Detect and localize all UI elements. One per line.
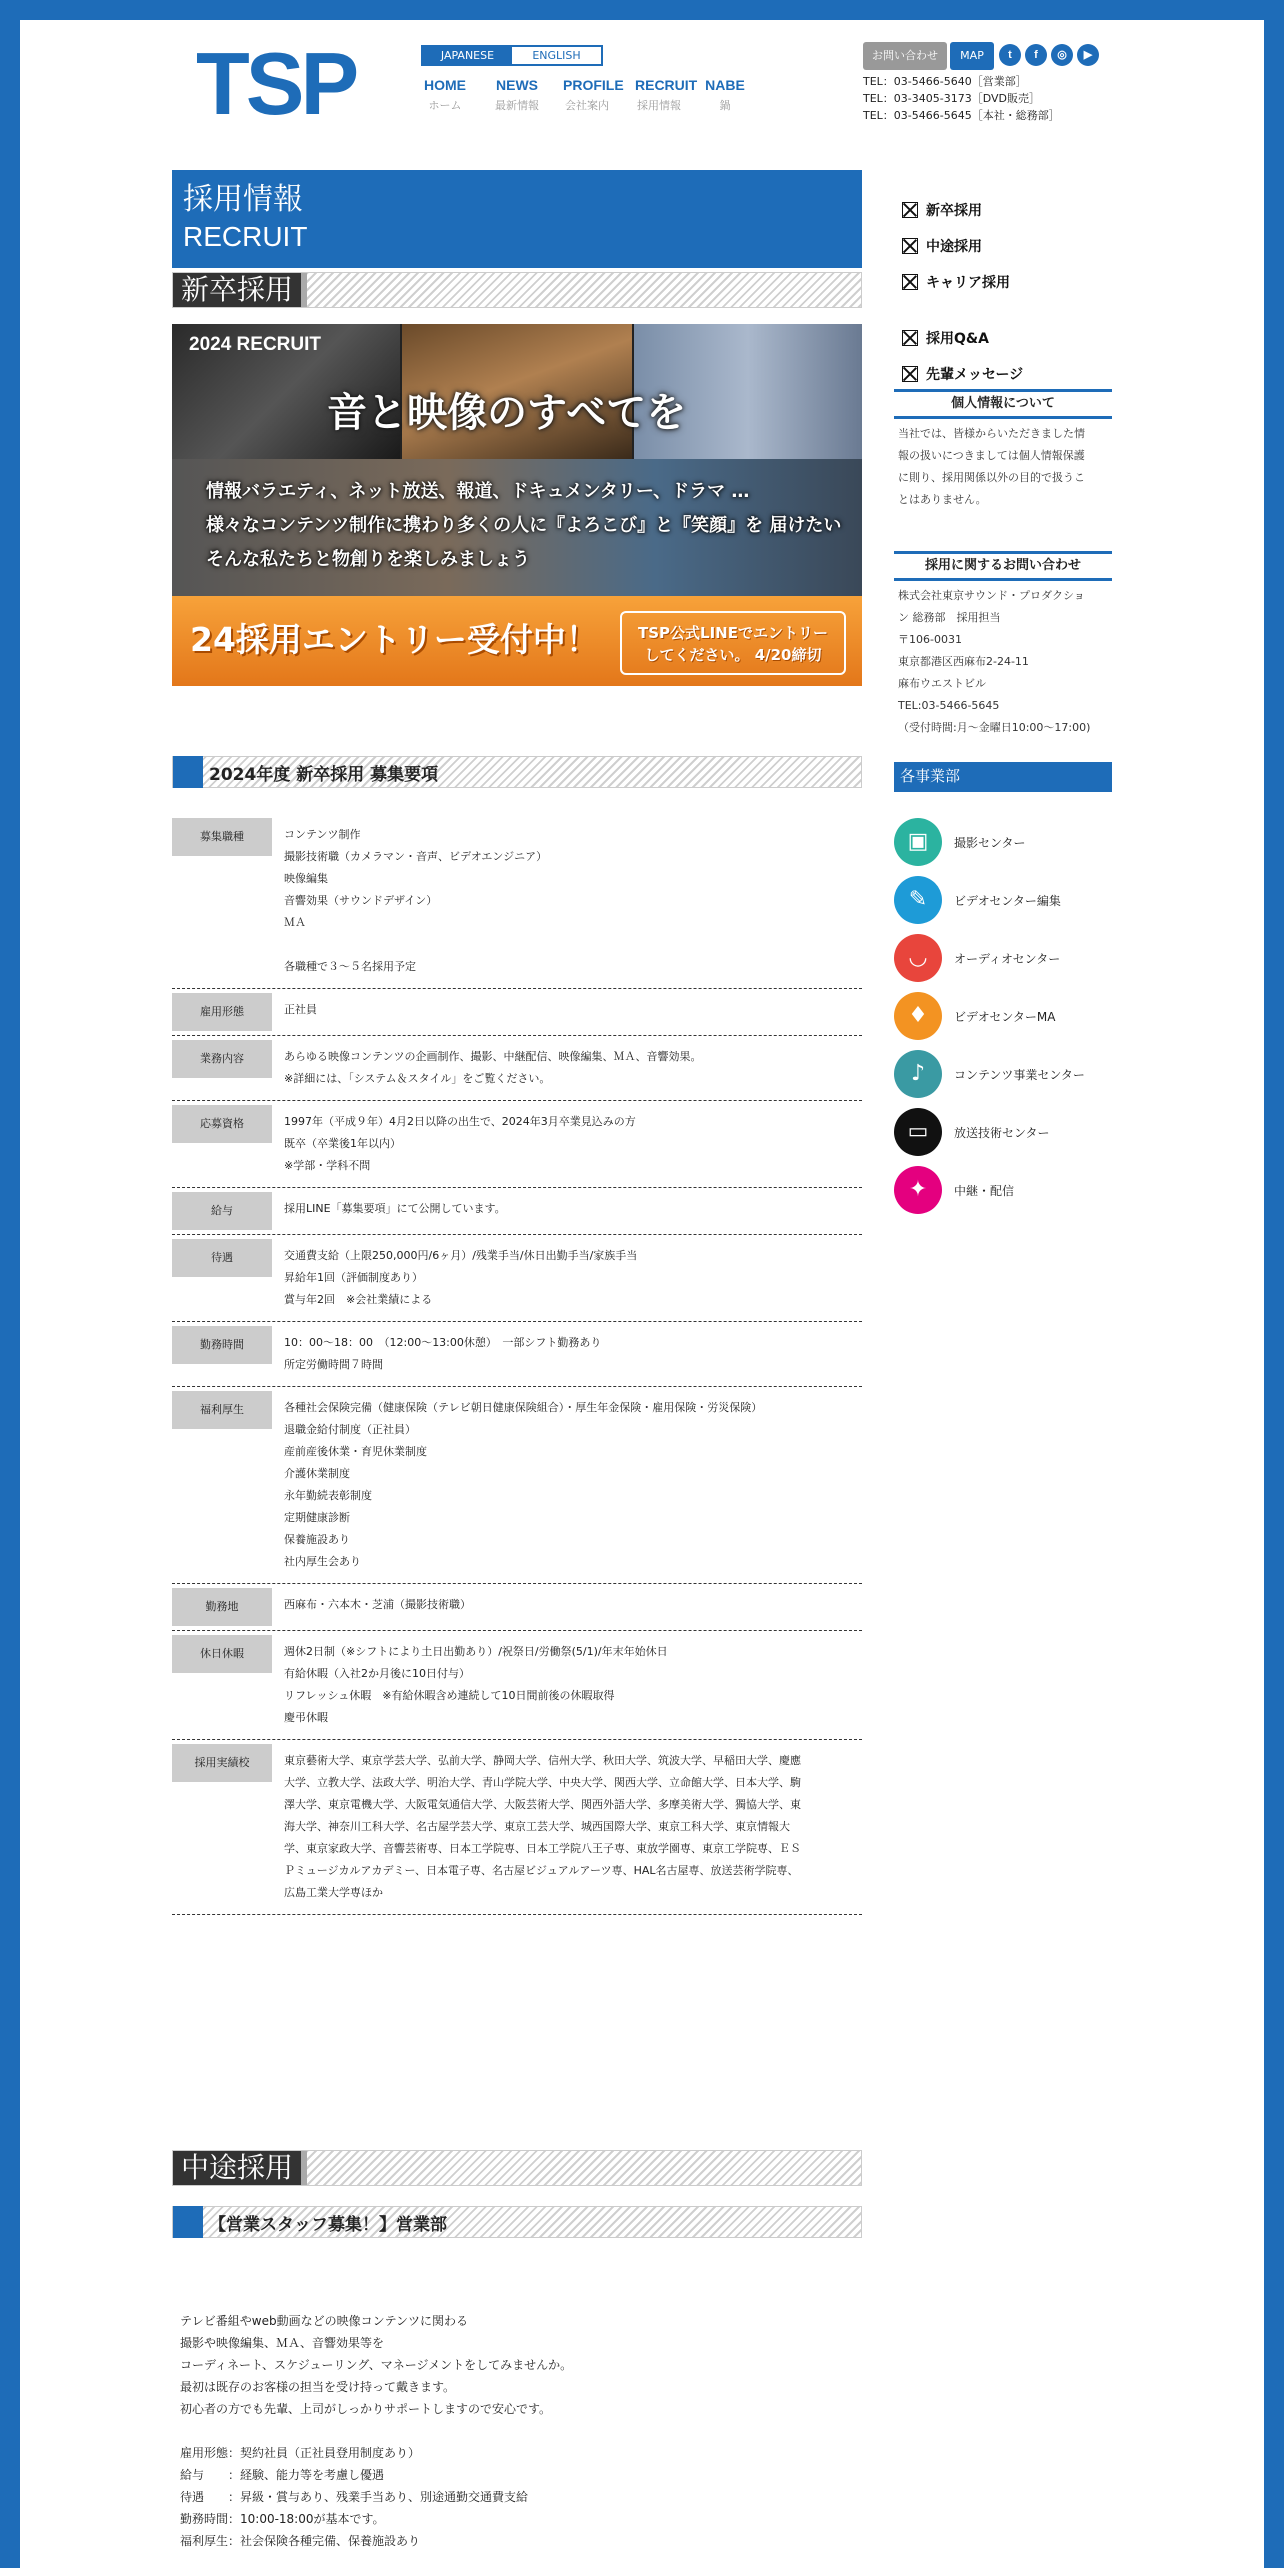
global-nav [421, 77, 767, 113]
row-value [272, 818, 862, 984]
mid-career-line [180, 2420, 860, 2442]
mid-career-line: 待遇 ：昇級・賞与あり、残業手当あり、別途通勤交通費支給 [180, 2490, 529, 2504]
row-value [272, 1040, 862, 1096]
table-row [172, 1322, 862, 1387]
division-item[interactable] [894, 1045, 1124, 1103]
row-value-line: 定期健康診断 [284, 1511, 350, 1524]
banner-line-1: 情報バラエティ、ネット放送、報道、ドキュメンタリー、ドラマ … [206, 481, 750, 502]
sidebar-item-new-grad[interactable]: 新卒採用 [902, 192, 1122, 228]
table-row [172, 1036, 862, 1101]
row-value-line: 介護休業制度 [284, 1467, 350, 1480]
row-value-line: 広島工業大学専ほか [284, 1886, 383, 1899]
row-value [272, 1635, 862, 1735]
checkbox-icon [902, 330, 918, 346]
box-line: ン 総務部 採用担当 [898, 611, 1001, 624]
checkbox-icon [902, 202, 918, 218]
sidebar-item-messages[interactable]: 先輩メッセージ [902, 356, 1122, 392]
row-value [272, 1105, 862, 1183]
tsp-logo[interactable] [196, 44, 386, 122]
lang-english[interactable]: ENGLISH [532, 49, 581, 62]
nav-home[interactable]: HOME ホーム [424, 77, 466, 112]
twitter-icon[interactable]: t [999, 44, 1021, 66]
box-line: に則り、採用関係以外の目的で扱うこ [898, 471, 1085, 484]
instagram-icon[interactable]: ◎ [1051, 44, 1073, 66]
row-value-line: 社内厚生会あり [284, 1555, 361, 1568]
row-label: 募集職種 [172, 818, 272, 856]
row-value-line: 10：00～18：00 （12:00～13:00休憩） 一部シフト勤務あり [284, 1336, 602, 1349]
sidebar-item-career[interactable]: キャリア採用 [902, 264, 1122, 300]
row-value-line: ※学部・学科不問 [284, 1159, 371, 1172]
row-value-line: 音響効果（サウンドデザイン） [284, 894, 438, 907]
row-value-line: 賞与年2回 ※会社業績による [284, 1293, 433, 1306]
box-line: 麻布ウエストビル [898, 677, 986, 690]
clapper-icon: ✎ [894, 876, 942, 924]
row-value-line: 永年勤続表彰制度 [284, 1489, 372, 1502]
table-row [172, 989, 862, 1036]
table-row [172, 1740, 862, 1915]
row-value-line: 映像編集 [284, 872, 328, 885]
divisions-list [894, 813, 1124, 1219]
row-value-line: 海大学、神奈川工科大学、名古屋学芸大学、東京工芸大学、城西国際大学、東京工科大学、東京情報大 [284, 1820, 790, 1833]
row-value-line: 東京藝術大学、東京学芸大学、弘前大学、静岡大学、信州大学、秋田大学、筑波大学、早稲田大学、慶應 [284, 1754, 801, 1767]
row-value-line: 既卒（卒業後1年以内） [284, 1137, 401, 1150]
sidebar-item-qa[interactable]: 採用Q&A [902, 320, 1122, 356]
mid-career-line: テレビ番組やweb動画などの映像コンテンツに関わる [180, 2314, 468, 2328]
row-value [272, 993, 862, 1031]
division-item[interactable] [894, 871, 1124, 929]
row-value-line: 昇給年1回（評価制度あり） [284, 1271, 423, 1284]
page [20, 20, 1264, 2568]
tel-head-office: TEL：03-5466-5645［本社・総務部］ [863, 109, 1060, 122]
row-value-line: 交通費支給（上限250,000円/6ヶ月）/残業手当/休日出勤手当/家族手当 [284, 1249, 638, 1262]
youtube-icon[interactable]: ▶ [1077, 44, 1099, 66]
inquiry-box [894, 551, 1112, 743]
row-value-line: Ｐミュージカルアカデミー、日本電子専、名古屋ビジュアルアーツ専、HAL名古屋専、放送芸術学院専、 [284, 1864, 799, 1877]
table-row [172, 818, 862, 989]
mid-career-line: 勤務時間：10:00-18:00が基本です。 [180, 2512, 385, 2526]
row-value-line: 保養施設あり [284, 1533, 350, 1546]
guitar-icon: ♪ [894, 1050, 942, 1098]
row-label: 待遇 [172, 1239, 272, 1277]
box-line: TEL:03-5466-5645 [898, 699, 1000, 712]
row-value-line: 所定労働時間７時間 [284, 1358, 383, 1371]
division-item[interactable] [894, 929, 1124, 987]
division-label: 放送技術センター [954, 1125, 1050, 1140]
row-value-line: コンテンツ制作 [284, 828, 361, 841]
row-value-line: ＭＡ [284, 916, 306, 929]
row-value-line: 週休2日制（※シフトにより土日出勤あり）/祝祭日/労働祭(5/1)/年末年始休日 [284, 1645, 668, 1658]
checkbox-icon [902, 274, 918, 290]
page-title-en: RECRUIT [183, 221, 308, 252]
row-value-line: 慶弔休暇 [284, 1711, 328, 1724]
banner-line-3: そんな私たちと物創りを楽しみましょう [206, 549, 530, 570]
table-row [172, 1235, 862, 1322]
mid-career-line: 給与 ：経験、能力等を考慮し優遇 [180, 2468, 385, 2482]
box-line: 当社では、皆様からいただきました情 [898, 427, 1085, 440]
page-title [172, 170, 862, 268]
privacy-text [894, 419, 1112, 515]
page-title-ja: 採用情報 [183, 183, 303, 216]
mid-career-text [180, 2310, 860, 2552]
row-value [272, 1588, 862, 1626]
map-button[interactable]: MAP [950, 42, 994, 70]
antenna-icon: ✦ [894, 1166, 942, 1214]
mid-career-line: 最初は既存のお客様の担当を受け持って戴きます。 [180, 2380, 456, 2394]
mid-career-line: 雇用形態：契約社員（正社員登用制度あり） [180, 2446, 421, 2460]
facebook-icon[interactable]: f [1025, 44, 1047, 66]
nav-profile[interactable]: PROFILE 会社案内 [563, 77, 624, 112]
box-line: 報の扱いにつきましては個人情報保護 [898, 449, 1085, 462]
division-item[interactable] [894, 813, 1124, 871]
row-label: 福利厚生 [172, 1391, 272, 1429]
row-value [272, 1239, 862, 1317]
row-value-line: 正社員 [284, 1003, 317, 1016]
row-value [272, 1192, 862, 1230]
requirements-heading: 2024年度 新卒採用 募集要項 [172, 756, 862, 788]
row-label: 給与 [172, 1192, 272, 1230]
row-label: 勤務地 [172, 1588, 272, 1626]
division-item[interactable] [894, 1161, 1124, 1219]
row-value-line: 各種社会保険完備（健康保険（テレビ朝日健康保険組合）・厚生年金保険・雇用保険・労災保険） [284, 1401, 763, 1414]
nav-nabe[interactable]: NABE 鍋 [705, 77, 745, 112]
language-switch [421, 45, 603, 66]
tv-icon: ▭ [894, 1108, 942, 1156]
mid-career-line: 撮影や映像編集、ＭＡ、音響効果等を [180, 2336, 385, 2350]
row-value-line: あらゆる映像コンテンツの企画制作、撮影、中継配信、映像編集、ＭＡ、音響効果。 [284, 1050, 702, 1063]
division-label: オーディオセンター [954, 951, 1061, 966]
table-row [172, 1631, 862, 1740]
row-label: 応募資格 [172, 1105, 272, 1143]
row-value-line: ※詳細には、「システム＆スタイル」をご覧ください。 [284, 1072, 551, 1085]
checkbox-icon [902, 238, 918, 254]
svg-text:TSP: TSP [196, 44, 356, 122]
row-label: 休日休暇 [172, 1635, 272, 1673]
sidebar-nav [902, 192, 1122, 392]
lang-japanese[interactable]: JAPANESE [423, 47, 512, 64]
row-value-line: 1997年（平成９年）4月2日以降の出生で、2024年3月卒業見込みの方 [284, 1115, 636, 1128]
headphones-icon: ◡ [894, 934, 942, 982]
row-label: 雇用形態 [172, 993, 272, 1031]
banner-entry-strip [172, 596, 862, 686]
row-value-line: 採用LINE「募集要項」にて公開しています。 [284, 1202, 506, 1215]
table-row [172, 1101, 862, 1188]
tel-sales: TEL：03-5466-5640［営業部］ [863, 75, 1027, 88]
row-value-line: 西麻布・六本木・芝浦（撮影技術職） [284, 1598, 471, 1611]
box-line: 株式会社東京サウンド・プロダクショ [898, 589, 1085, 602]
row-value [272, 1391, 862, 1579]
row-value-line: 大学、立教大学、法政大学、明治大学、青山学院大学、中央大学、関西大学、立命館大学、日本大学、駒 [284, 1776, 801, 1789]
section-label-new-grad: 新卒採用 [172, 272, 862, 308]
box-line: 〒106-0031 [898, 633, 962, 646]
row-value-line: リフレッシュ休暇 ※有給休暇含め連続して10日間前後の休暇取得 [284, 1689, 615, 1702]
contact-button[interactable]: お問い合わせ [863, 42, 947, 70]
privacy-box [894, 389, 1112, 515]
banner-year: 2024 RECRUIT [189, 334, 321, 355]
banner-catch: 音と映像のすべてを [327, 390, 687, 436]
requirements-table [172, 818, 862, 1915]
division-label: コンテンツ事業センター [954, 1067, 1085, 1082]
row-value-line: 有給休暇（入社2か月後に10日付与） [284, 1667, 470, 1680]
row-value-line: 学、東京家政大学、音響芸術専、日本工学院専、日本工学院八王子専、東放学園専、東京工学院専、ＥＳ [284, 1842, 801, 1855]
division-item[interactable] [894, 987, 1124, 1045]
inquiry-heading: 採用に関するお問い合わせ [894, 551, 1112, 581]
division-label: 中継・配信 [954, 1183, 1015, 1198]
sidebar-item-mid-career[interactable]: 中途採用 [902, 228, 1122, 264]
row-label: 採用実績校 [172, 1744, 272, 1782]
row-value [272, 1326, 862, 1382]
section-label-mid-career: 中途採用 [172, 2150, 862, 2186]
banner-line-2: 様々なコンテンツ制作に携わり多くの人に『よろこび』と『笑顔』を 届けたい [206, 515, 842, 536]
box-line: 東京都港区西麻布2-24-11 [898, 655, 1029, 668]
division-label: 撮影センター [954, 835, 1026, 850]
checkbox-icon [902, 366, 918, 382]
mid-career-line: 福利厚生：社会保険各種完備、保養施設あり [180, 2534, 421, 2548]
tel-dvd: TEL：03-3405-3173［DVD販売］ [863, 92, 1040, 105]
nav-news[interactable]: NEWS 最新情報 [495, 77, 539, 112]
row-label: 勤務時間 [172, 1326, 272, 1364]
banner-entry-text: 24採用エントリー受付中！ [190, 620, 599, 659]
row-value-line: 各職種で３〜５名採用予定 [284, 960, 416, 973]
row-value-line: 澤大学、東京電機大学、大阪電気通信大学、大阪芸術大学、関西外語大学、多摩美術大学、獨協大学、東 [284, 1798, 801, 1811]
division-label: ビデオセンターMA [954, 1009, 1056, 1024]
inquiry-text [894, 581, 1112, 743]
divisions-heading: 各事業部 [894, 762, 1112, 792]
table-row [172, 1188, 862, 1235]
header-tels [863, 73, 1060, 124]
row-label: 業務内容 [172, 1040, 272, 1078]
table-row [172, 1584, 862, 1631]
division-item[interactable] [894, 1103, 1124, 1161]
privacy-heading: 個人情報について [894, 389, 1112, 419]
camera-icon: ▣ [894, 818, 942, 866]
nav-recruit[interactable]: RECRUIT 採用情報 [635, 77, 698, 112]
row-value-line: 退職金給付制度（正社員） [284, 1423, 416, 1436]
row-value-line: 産前産後休業・育児休業制度 [284, 1445, 427, 1458]
box-line: とはありません。 [898, 493, 987, 506]
banner-line-box: TSP公式LINEでエントリー してください。 4/20締切 [620, 611, 846, 675]
row-value-line: 撮影技術職（カメラマン・音声、ビデオエンジニア） [284, 850, 548, 863]
division-label: ビデオセンター編集 [954, 893, 1061, 908]
mid-career-line: コーディネート、スケジューリング、マネージメントをしてみませんか。 [180, 2358, 573, 2372]
box-line: （受付時間:月～金曜日10:00～17:00) [898, 721, 1091, 734]
mid-career-heading: 【営業スタッフ募集！】営業部 [172, 2206, 862, 2238]
row-value [272, 1744, 862, 1910]
row-value-line [284, 934, 862, 956]
table-row [172, 1387, 862, 1584]
mid-career-line: 初心者の方でも先輩、上司がしっかりサポートしますので安心です。 [180, 2402, 552, 2416]
microphone-icon: ♦ [894, 992, 942, 1040]
recruit-banner[interactable] [172, 324, 862, 686]
